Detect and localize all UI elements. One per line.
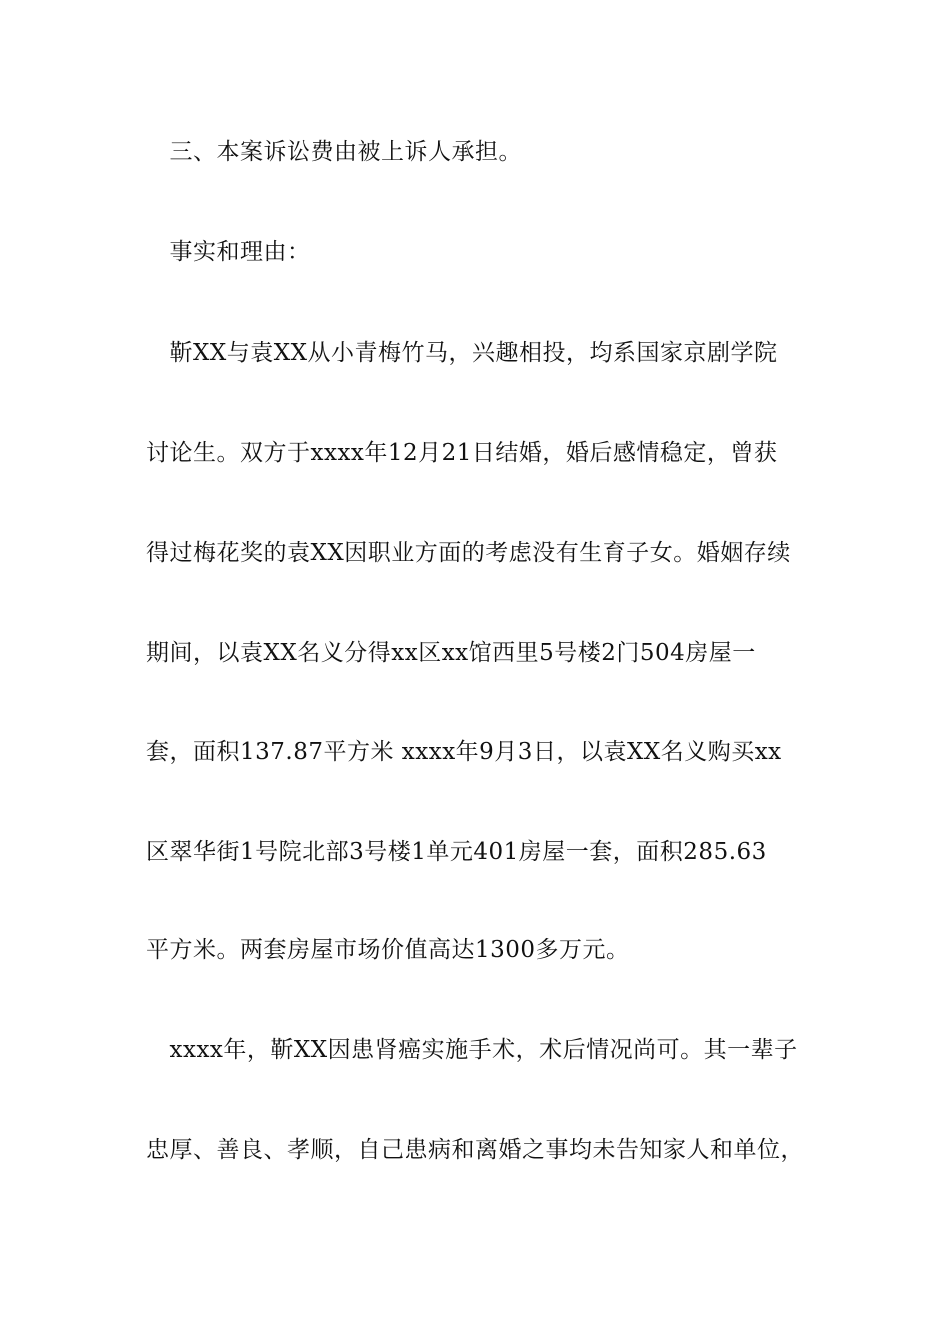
text-line: 套，面积137.87平方米 xxxx年9月3日，以袁XX名义购买xx: [146, 739, 782, 765]
text-line: 讨论生。双方于xxxx年12月21日结婚，婚后感情稳定，曾获: [146, 440, 778, 466]
text-line: 期间，以袁XX名义分得xx区xx馆西里5号楼2门504房屋一: [146, 640, 756, 666]
text-line: 事实和理由：: [146, 239, 311, 265]
text-line: 忠厚、善良、孝顺，自己患病和离婚之事均未告知家人和单位，: [146, 1137, 804, 1163]
text-line: 三、本案诉讼费由被上诉人承担。: [146, 139, 522, 165]
text-line: 得过梅花奖的袁XX因职业方面的考虑没有生育子女。婚姻存续: [146, 540, 791, 566]
text-line: xxxx年，靳XX因患肾癌实施手术，术后情况尚可。其一辈子: [146, 1037, 798, 1063]
text-line: 区翠华街1号院北部3号楼1单元401房屋一套，面积285.63: [146, 839, 767, 865]
text-line: 靳XX与袁XX从小青梅竹马，兴趣相投，均系国家京剧学院: [146, 340, 778, 366]
text-line: 平方米。两套房屋市场价值高达1300多万元。: [146, 937, 630, 963]
